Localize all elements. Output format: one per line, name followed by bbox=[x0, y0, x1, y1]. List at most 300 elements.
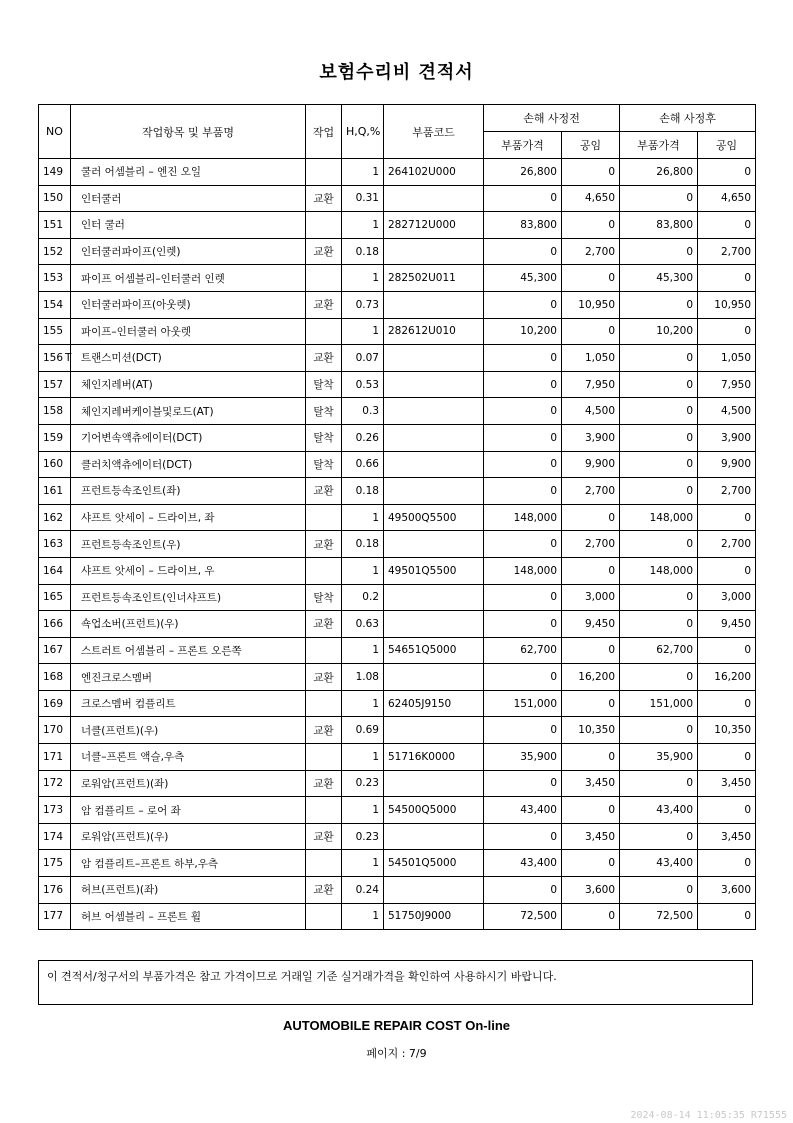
cell-item-text: 인터 쿨러 bbox=[81, 219, 125, 232]
document-title: 보험수리비 견적서 bbox=[319, 62, 474, 83]
cell-before-part-price: 0 bbox=[484, 584, 562, 611]
cell-no: 158 bbox=[39, 398, 71, 425]
cell-before-part-price: 72,500 bbox=[484, 903, 562, 930]
estimate-rows bbox=[39, 159, 756, 930]
cell-before-labor: 9,450 bbox=[562, 611, 620, 638]
cell-before-labor: 10,350 bbox=[562, 717, 620, 744]
table-row bbox=[39, 238, 756, 265]
cell-hq: 0.66 bbox=[342, 451, 384, 478]
cell-part-code bbox=[384, 185, 484, 212]
cell-work bbox=[306, 557, 342, 584]
cell-after-labor: 3,600 bbox=[698, 877, 756, 904]
cell-after-part-price: 10,200 bbox=[620, 318, 698, 345]
cell-no: 162 bbox=[39, 504, 71, 531]
table-row bbox=[39, 185, 756, 212]
cell-no: 170 bbox=[39, 717, 71, 744]
cell-before-labor: 3,450 bbox=[562, 823, 620, 850]
cell-hq: 0.24 bbox=[342, 877, 384, 904]
cell-before-part-price: 0 bbox=[484, 478, 562, 505]
cell-before-part-price: 0 bbox=[484, 424, 562, 451]
cell-hq: 1 bbox=[342, 318, 384, 345]
cell-part-code bbox=[384, 664, 484, 691]
cell-work bbox=[306, 797, 342, 824]
cell-item-name bbox=[71, 504, 306, 531]
cell-item-text: 프런트등속조인트(좌) bbox=[81, 485, 181, 498]
cell-before-labor: 0 bbox=[562, 850, 620, 877]
cell-before-part-price: 26,800 bbox=[484, 159, 562, 186]
cell-work: 교환 bbox=[306, 345, 342, 372]
cell-after-labor: 4,650 bbox=[698, 185, 756, 212]
cell-after-labor: 2,700 bbox=[698, 531, 756, 558]
cell-after-labor: 0 bbox=[698, 212, 756, 239]
cell-work: 교환 bbox=[306, 291, 342, 318]
cell-after-part-price: 151,000 bbox=[620, 690, 698, 717]
cell-part-code: 51750J9000 bbox=[384, 903, 484, 930]
cell-after-labor: 0 bbox=[698, 850, 756, 877]
cell-after-part-price: 0 bbox=[620, 611, 698, 638]
cell-item-name bbox=[71, 318, 306, 345]
cell-work: 탈착 bbox=[306, 398, 342, 425]
cell-after-part-price: 148,000 bbox=[620, 557, 698, 584]
cell-item-name bbox=[71, 797, 306, 824]
cell-hq: 0.23 bbox=[342, 823, 384, 850]
cell-hq: 1 bbox=[342, 265, 384, 292]
cell-after-labor: 0 bbox=[698, 797, 756, 824]
header-hq: H,Q,% bbox=[342, 105, 384, 159]
cell-after-part-price: 83,800 bbox=[620, 212, 698, 239]
cell-before-part-price: 0 bbox=[484, 531, 562, 558]
cell-before-labor: 0 bbox=[562, 903, 620, 930]
cell-after-labor: 7,950 bbox=[698, 371, 756, 398]
cell-work bbox=[306, 212, 342, 239]
cell-before-labor: 9,900 bbox=[562, 451, 620, 478]
cell-hq: 1 bbox=[342, 159, 384, 186]
cell-item-text: 체인지레버(AT) bbox=[81, 379, 153, 392]
cell-item-text: 클러치액츄에이터(DCT) bbox=[81, 458, 193, 471]
table-row bbox=[39, 797, 756, 824]
cell-after-part-price: 26,800 bbox=[620, 159, 698, 186]
cell-before-labor: 0 bbox=[562, 504, 620, 531]
cell-item-text: 체인지레버케이블및로드(AT) bbox=[81, 405, 214, 418]
cell-part-code bbox=[384, 478, 484, 505]
cell-hq: 1 bbox=[342, 690, 384, 717]
cell-work bbox=[306, 903, 342, 930]
cell-after-part-price: 43,400 bbox=[620, 797, 698, 824]
cell-part-code bbox=[384, 451, 484, 478]
cell-before-labor: 2,700 bbox=[562, 531, 620, 558]
cell-no: 149 bbox=[39, 159, 71, 186]
cell-part-code: 49501Q5500 bbox=[384, 557, 484, 584]
cell-after-labor: 2,700 bbox=[698, 478, 756, 505]
cell-before-labor: 1,050 bbox=[562, 345, 620, 372]
cell-item-text: 로워암(프런트)(좌) bbox=[81, 777, 169, 790]
cell-no: 174 bbox=[39, 823, 71, 850]
cell-hq: 1 bbox=[342, 557, 384, 584]
cell-before-part-price: 0 bbox=[484, 371, 562, 398]
cell-no: 157 bbox=[39, 371, 71, 398]
cell-no: 151 bbox=[39, 212, 71, 239]
cell-before-labor: 16,200 bbox=[562, 664, 620, 691]
table-row bbox=[39, 291, 756, 318]
cell-item-text: 파이프–인터쿨러 아웃렛 bbox=[81, 325, 192, 338]
cell-part-code bbox=[384, 531, 484, 558]
cell-before-part-price: 43,400 bbox=[484, 797, 562, 824]
cell-before-labor: 0 bbox=[562, 797, 620, 824]
cell-before-part-price: 0 bbox=[484, 238, 562, 265]
table-row bbox=[39, 823, 756, 850]
cell-item-name bbox=[71, 717, 306, 744]
cell-before-part-price: 0 bbox=[484, 451, 562, 478]
cell-item-text: 스트러트 어셈블리 – 프론트 오른쪽 bbox=[81, 644, 242, 657]
cell-hq: 0.31 bbox=[342, 185, 384, 212]
cell-part-code: 62405J9150 bbox=[384, 690, 484, 717]
cell-before-part-price: 151,000 bbox=[484, 690, 562, 717]
cell-after-part-price: 0 bbox=[620, 451, 698, 478]
cell-after-part-price: 0 bbox=[620, 238, 698, 265]
cell-after-part-price: 0 bbox=[620, 371, 698, 398]
cell-before-labor: 0 bbox=[562, 318, 620, 345]
header-before-labor: 공임 bbox=[562, 132, 620, 159]
cell-hq: 0.07 bbox=[342, 345, 384, 372]
cell-hq: 1 bbox=[342, 903, 384, 930]
cell-after-labor: 3,000 bbox=[698, 584, 756, 611]
cell-part-code: 282712U000 bbox=[384, 212, 484, 239]
cell-part-code bbox=[384, 424, 484, 451]
cell-after-part-price: 45,300 bbox=[620, 265, 698, 292]
cell-no: 156 bbox=[39, 345, 71, 372]
cell-after-part-price: 0 bbox=[620, 823, 698, 850]
cell-after-labor: 0 bbox=[698, 265, 756, 292]
cell-hq: 0.26 bbox=[342, 424, 384, 451]
cell-after-labor: 0 bbox=[698, 318, 756, 345]
table-row bbox=[39, 744, 756, 771]
cell-before-part-price: 43,400 bbox=[484, 850, 562, 877]
cell-work bbox=[306, 850, 342, 877]
cell-after-part-price: 0 bbox=[620, 584, 698, 611]
table-row bbox=[39, 318, 756, 345]
cell-item-name bbox=[71, 451, 306, 478]
cell-work: 교환 bbox=[306, 823, 342, 850]
table-row bbox=[39, 637, 756, 664]
cell-before-part-price: 0 bbox=[484, 291, 562, 318]
header-after-labor: 공임 bbox=[698, 132, 756, 159]
cell-after-part-price: 72,500 bbox=[620, 903, 698, 930]
cell-work: 교환 bbox=[306, 185, 342, 212]
cell-no: 167 bbox=[39, 637, 71, 664]
cell-after-part-price: 0 bbox=[620, 664, 698, 691]
page-number: 페이지 : 7/9 bbox=[366, 1047, 427, 1060]
cell-after-labor: 10,950 bbox=[698, 291, 756, 318]
cell-item-name bbox=[71, 185, 306, 212]
cell-work: 교환 bbox=[306, 664, 342, 691]
cell-hq: 0.69 bbox=[342, 717, 384, 744]
header-after: 손해 사정후 bbox=[620, 105, 756, 132]
cell-mark: T bbox=[65, 352, 72, 365]
cell-work: 교환 bbox=[306, 611, 342, 638]
cell-item-name bbox=[71, 690, 306, 717]
cell-item-text: 엔진크로스멤버 bbox=[81, 671, 153, 684]
cell-before-part-price: 0 bbox=[484, 877, 562, 904]
cell-item-name bbox=[71, 637, 306, 664]
cell-item-text: 암 컴플리트 – 로어 좌 bbox=[81, 804, 181, 817]
cell-item-text: 쇽업소버(프런트)(우) bbox=[81, 618, 179, 631]
header-code: 부품코드 bbox=[384, 105, 484, 159]
cell-no: 154 bbox=[39, 291, 71, 318]
cell-item-name bbox=[71, 770, 306, 797]
header-item: 작업항목 및 부품명 bbox=[71, 105, 306, 159]
cell-after-labor: 10,350 bbox=[698, 717, 756, 744]
cell-before-part-price: 148,000 bbox=[484, 557, 562, 584]
cell-work bbox=[306, 504, 342, 531]
cell-hq: 0.63 bbox=[342, 611, 384, 638]
cell-before-labor: 4,500 bbox=[562, 398, 620, 425]
cell-before-part-price: 83,800 bbox=[484, 212, 562, 239]
cell-after-labor: 0 bbox=[698, 690, 756, 717]
header-after-part-price: 부품가격 bbox=[620, 132, 698, 159]
cell-after-labor: 0 bbox=[698, 903, 756, 930]
cell-item-name bbox=[71, 584, 306, 611]
header-before-part-price: 부품가격 bbox=[484, 132, 562, 159]
notice-box bbox=[38, 960, 753, 1005]
cell-item-text: 기어변속액츄에이터(DCT) bbox=[81, 432, 203, 445]
cell-hq: 0.18 bbox=[342, 238, 384, 265]
cell-part-code bbox=[384, 291, 484, 318]
cell-before-part-price: 10,200 bbox=[484, 318, 562, 345]
cell-after-labor: 3,450 bbox=[698, 823, 756, 850]
cell-before-labor: 2,700 bbox=[562, 478, 620, 505]
footer-title: AUTOMOBILE REPAIR COST On-line bbox=[282, 1018, 511, 1033]
cell-item-name bbox=[71, 557, 306, 584]
cell-no: 150 bbox=[39, 185, 71, 212]
cell-work: 교환 bbox=[306, 478, 342, 505]
cell-no: 164 bbox=[39, 557, 71, 584]
notice-text: 이 견적서/청구서의 부품가격은 참고 가격이므로 거래일 기준 실거래가격을 확인하여 사용하시기 바랍니다. bbox=[47, 970, 557, 983]
table-row bbox=[39, 212, 756, 239]
cell-item-text: 파이프 어셈블리–인터쿨러 인렛 bbox=[81, 272, 225, 285]
cell-work: 교환 bbox=[306, 877, 342, 904]
table-row bbox=[39, 584, 756, 611]
cell-item-name bbox=[71, 823, 306, 850]
cell-no: 165 bbox=[39, 584, 71, 611]
cell-no: 155 bbox=[39, 318, 71, 345]
cell-no: 173 bbox=[39, 797, 71, 824]
cell-item-text: 샤프트 앗세이 – 드라이브, 우 bbox=[81, 565, 215, 578]
cell-after-labor: 9,450 bbox=[698, 611, 756, 638]
cell-no: 175 bbox=[39, 850, 71, 877]
cell-before-labor: 7,950 bbox=[562, 371, 620, 398]
cell-after-labor: 3,900 bbox=[698, 424, 756, 451]
table-row bbox=[39, 159, 756, 186]
cell-before-part-price: 62,700 bbox=[484, 637, 562, 664]
estimate-table bbox=[38, 104, 756, 930]
cell-hq: 1 bbox=[342, 637, 384, 664]
cell-part-code: 282502U011 bbox=[384, 265, 484, 292]
cell-after-labor: 16,200 bbox=[698, 664, 756, 691]
cell-item-text: 트랜스미션(DCT) bbox=[81, 352, 162, 365]
cell-part-code: 54651Q5000 bbox=[384, 637, 484, 664]
cell-no: 166 bbox=[39, 611, 71, 638]
cell-before-labor: 4,650 bbox=[562, 185, 620, 212]
cell-item-text: 로워암(프런트)(우) bbox=[81, 831, 169, 844]
cell-before-labor: 3,450 bbox=[562, 770, 620, 797]
cell-after-labor: 2,700 bbox=[698, 238, 756, 265]
table-row bbox=[39, 478, 756, 505]
cell-work bbox=[306, 159, 342, 186]
cell-part-code bbox=[384, 823, 484, 850]
table-row bbox=[39, 398, 756, 425]
cell-before-part-price: 0 bbox=[484, 611, 562, 638]
cell-part-code bbox=[384, 345, 484, 372]
cell-hq: 1 bbox=[342, 744, 384, 771]
cell-no: 172 bbox=[39, 770, 71, 797]
cell-before-labor: 0 bbox=[562, 637, 620, 664]
cell-work: 탈착 bbox=[306, 451, 342, 478]
cell-work bbox=[306, 637, 342, 664]
cell-after-labor: 9,900 bbox=[698, 451, 756, 478]
cell-part-code: 49500Q5500 bbox=[384, 504, 484, 531]
cell-item-name bbox=[71, 371, 306, 398]
cell-item-name bbox=[71, 744, 306, 771]
cell-part-code bbox=[384, 371, 484, 398]
cell-hq: 1 bbox=[342, 212, 384, 239]
cell-hq: 0.53 bbox=[342, 371, 384, 398]
cell-item-name bbox=[71, 531, 306, 558]
cell-part-code: 264102U000 bbox=[384, 159, 484, 186]
cell-part-code bbox=[384, 611, 484, 638]
cell-after-part-price: 0 bbox=[620, 291, 698, 318]
cell-item-name bbox=[71, 850, 306, 877]
cell-part-code bbox=[384, 584, 484, 611]
table-row bbox=[39, 611, 756, 638]
cell-after-part-price: 0 bbox=[620, 185, 698, 212]
cell-work bbox=[306, 744, 342, 771]
cell-item-text: 암 컴플리트–프론트 하부,우측 bbox=[81, 857, 218, 870]
cell-before-labor: 2,700 bbox=[562, 238, 620, 265]
cell-item-name bbox=[71, 159, 306, 186]
cell-after-part-price: 0 bbox=[620, 345, 698, 372]
cell-after-labor: 0 bbox=[698, 744, 756, 771]
cell-item-text: 너클–프론트 액슬,우측 bbox=[81, 751, 185, 764]
cell-item-name bbox=[71, 212, 306, 239]
cell-item-text: 프런트등속조인트(우) bbox=[81, 538, 181, 551]
cell-after-labor: 0 bbox=[698, 637, 756, 664]
cell-after-part-price: 0 bbox=[620, 877, 698, 904]
header-work: 작업 bbox=[306, 105, 342, 159]
cell-item-name bbox=[71, 424, 306, 451]
cell-before-labor: 0 bbox=[562, 690, 620, 717]
print-timestamp: 2024-08-14 11:05:35 R71555 bbox=[630, 1110, 787, 1121]
cell-after-part-price: 62,700 bbox=[620, 637, 698, 664]
cell-before-part-price: 45,300 bbox=[484, 265, 562, 292]
cell-work bbox=[306, 265, 342, 292]
cell-item-name bbox=[71, 291, 306, 318]
cell-hq: 1 bbox=[342, 797, 384, 824]
cell-hq: 0.2 bbox=[342, 584, 384, 611]
cell-item-text: 인터쿨러 bbox=[81, 192, 122, 205]
table-row bbox=[39, 664, 756, 691]
cell-before-part-price: 148,000 bbox=[484, 504, 562, 531]
table-row bbox=[39, 557, 756, 584]
cell-no: 152 bbox=[39, 238, 71, 265]
cell-after-part-price: 148,000 bbox=[620, 504, 698, 531]
cell-part-code bbox=[384, 717, 484, 744]
cell-before-part-price: 0 bbox=[484, 770, 562, 797]
cell-after-labor: 0 bbox=[698, 504, 756, 531]
cell-before-part-price: 0 bbox=[484, 185, 562, 212]
cell-item-name bbox=[71, 664, 306, 691]
table-row bbox=[39, 903, 756, 930]
cell-before-part-price: 0 bbox=[484, 398, 562, 425]
table-row bbox=[39, 345, 756, 372]
cell-before-part-price: 0 bbox=[484, 823, 562, 850]
table-row bbox=[39, 371, 756, 398]
cell-before-part-price: 0 bbox=[484, 664, 562, 691]
table-row bbox=[39, 424, 756, 451]
cell-hq: 1.08 bbox=[342, 664, 384, 691]
table-row bbox=[39, 877, 756, 904]
cell-before-labor: 0 bbox=[562, 212, 620, 239]
cell-before-labor: 0 bbox=[562, 557, 620, 584]
cell-no: 161 bbox=[39, 478, 71, 505]
cell-no: 153 bbox=[39, 265, 71, 292]
cell-no: 177 bbox=[39, 903, 71, 930]
cell-item-name bbox=[71, 478, 306, 505]
cell-no: 169 bbox=[39, 690, 71, 717]
cell-work: 탈착 bbox=[306, 371, 342, 398]
cell-no: 163 bbox=[39, 531, 71, 558]
cell-no: 168 bbox=[39, 664, 71, 691]
header-no: NO bbox=[39, 105, 71, 159]
cell-hq: 0.18 bbox=[342, 478, 384, 505]
cell-item-text: 샤프트 앗세이 – 드라이브, 좌 bbox=[81, 512, 215, 525]
cell-hq: 1 bbox=[342, 504, 384, 531]
cell-hq: 0.3 bbox=[342, 398, 384, 425]
cell-work bbox=[306, 690, 342, 717]
cell-part-code bbox=[384, 877, 484, 904]
cell-part-code bbox=[384, 770, 484, 797]
cell-part-code: 54500Q5000 bbox=[384, 797, 484, 824]
cell-item-text: 인터쿨러파이프(인렛) bbox=[81, 246, 181, 259]
cell-before-labor: 0 bbox=[562, 159, 620, 186]
cell-item-name bbox=[71, 398, 306, 425]
cell-after-part-price: 0 bbox=[620, 531, 698, 558]
table-row bbox=[39, 690, 756, 717]
cell-after-labor: 1,050 bbox=[698, 345, 756, 372]
cell-before-labor: 0 bbox=[562, 265, 620, 292]
cell-item-name bbox=[71, 877, 306, 904]
cell-after-labor: 0 bbox=[698, 159, 756, 186]
table-row bbox=[39, 265, 756, 292]
cell-item-text: 허브(프런트)(좌) bbox=[81, 884, 159, 897]
cell-work: 교환 bbox=[306, 717, 342, 744]
cell-after-part-price: 0 bbox=[620, 478, 698, 505]
cell-item-text: 크로스멤버 컴플리트 bbox=[81, 698, 176, 711]
cell-after-part-price: 0 bbox=[620, 770, 698, 797]
cell-item-text: 쿨러 어셈블리 – 엔진 오일 bbox=[81, 166, 202, 179]
cell-item-text: 허브 어셈블리 – 프론트 휠 bbox=[81, 910, 202, 923]
cell-after-labor: 0 bbox=[698, 557, 756, 584]
table-row bbox=[39, 451, 756, 478]
cell-work: 탈착 bbox=[306, 424, 342, 451]
cell-no: 160 bbox=[39, 451, 71, 478]
cell-work: 탈착 bbox=[306, 584, 342, 611]
cell-hq: 1 bbox=[342, 850, 384, 877]
cell-item-name bbox=[71, 903, 306, 930]
header-before: 손해 사정전 bbox=[484, 105, 620, 132]
cell-before-part-price: 0 bbox=[484, 717, 562, 744]
cell-hq: 0.18 bbox=[342, 531, 384, 558]
cell-work: 교환 bbox=[306, 531, 342, 558]
